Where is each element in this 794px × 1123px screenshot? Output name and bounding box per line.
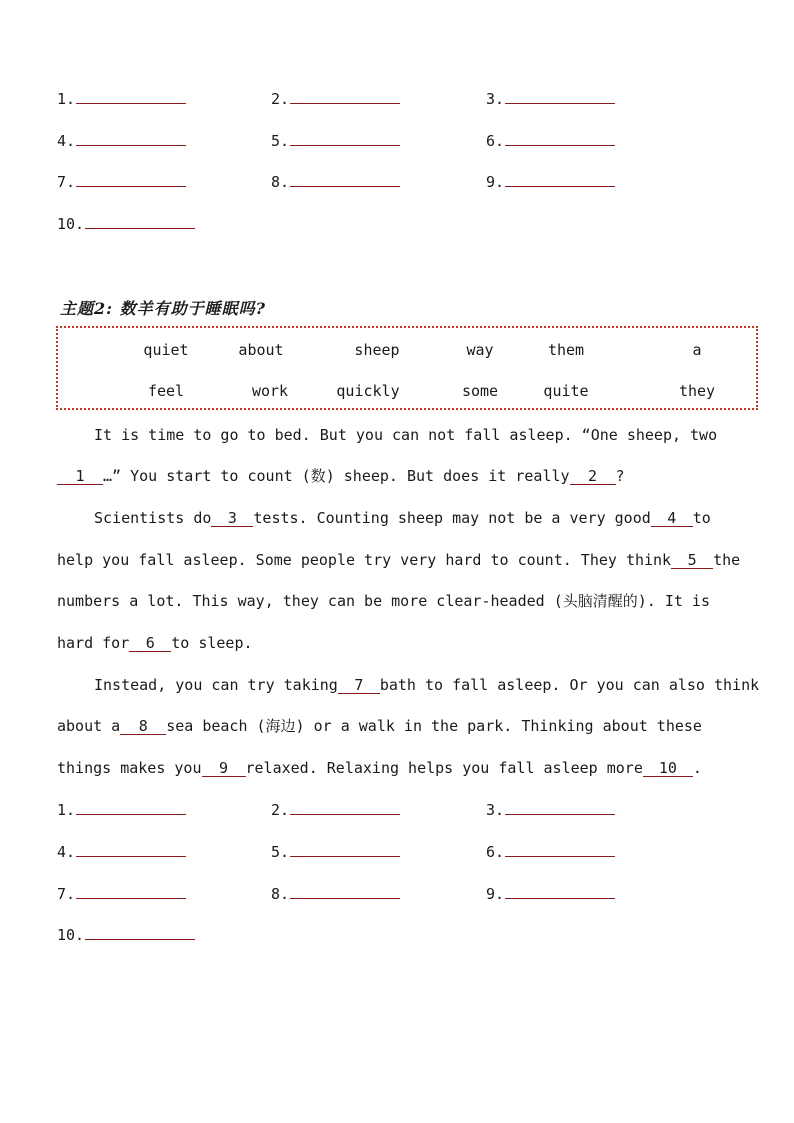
- passage-text: bath to fall asleep. Or you can also think: [379, 676, 760, 694]
- answer-line[interactable]: [290, 800, 400, 815]
- answer-line[interactable]: [505, 89, 615, 104]
- gap-1[interactable]: 1: [57, 468, 103, 485]
- gap-8[interactable]: 8: [120, 718, 166, 735]
- passage-text: help you fall asleep. Some people try very hard to count. They think: [57, 551, 672, 569]
- passage-text: .: [692, 759, 702, 777]
- passage-text: to: [692, 509, 711, 527]
- gap-4[interactable]: 4: [651, 510, 693, 527]
- answer-line[interactable]: [290, 89, 400, 104]
- word-bank-item: quickly: [336, 382, 400, 400]
- word-bank-item: feel: [147, 382, 185, 400]
- word-bank-item: them: [547, 341, 585, 359]
- passage-text: hard for: [57, 634, 130, 652]
- answer-line[interactable]: [290, 884, 400, 899]
- answer-blank-1[interactable]: [57, 89, 186, 108]
- gap-7[interactable]: 7: [338, 677, 380, 694]
- answer-line[interactable]: [505, 842, 615, 857]
- word-bank-item: a: [692, 341, 702, 359]
- gap-3[interactable]: 3: [211, 510, 253, 527]
- answer-number: 8.: [271, 173, 290, 191]
- answer-blank-9[interactable]: [486, 884, 615, 903]
- word-bank-item: they: [678, 382, 716, 400]
- answer-line[interactable]: [76, 131, 186, 146]
- answer-number: 6.: [486, 843, 505, 861]
- answer-blank-3[interactable]: [486, 89, 615, 108]
- gap-10[interactable]: 10: [643, 760, 693, 777]
- word-bank-item: sheep: [354, 341, 400, 359]
- answer-number: 5.: [271, 132, 290, 150]
- answer-line[interactable]: [290, 172, 400, 187]
- answer-blank-2[interactable]: [271, 89, 400, 108]
- answer-number: 4.: [57, 132, 76, 150]
- answer-number: 10.: [57, 215, 85, 233]
- passage-line: [57, 467, 625, 485]
- answer-blank-3[interactable]: [486, 800, 615, 819]
- answer-line[interactable]: [85, 214, 195, 229]
- passage-line: It is time to go to bed. But you can not fall asleep. “One sheep, two: [94, 426, 718, 444]
- passage-line: [57, 634, 253, 652]
- answer-blank-8[interactable]: [271, 172, 400, 191]
- passage-text: the: [713, 551, 741, 569]
- answer-line[interactable]: [290, 131, 400, 146]
- answer-number: 3.: [486, 801, 505, 819]
- passage-line: numbers a lot. This way, they can be more clear-headed (头脑清醒的). It is: [57, 592, 710, 610]
- answer-blank-9[interactable]: [486, 172, 615, 191]
- answer-line[interactable]: [76, 800, 186, 815]
- answer-blank-2[interactable]: [271, 800, 400, 819]
- answer-line[interactable]: [76, 842, 186, 857]
- word-bank: [56, 326, 758, 410]
- answer-number: 2.: [271, 801, 290, 819]
- answer-number: 6.: [486, 132, 505, 150]
- word-bank-item: some: [461, 382, 499, 400]
- gap-5[interactable]: 5: [671, 552, 713, 569]
- answer-number: 9.: [486, 173, 505, 191]
- answer-blank-5[interactable]: [271, 131, 400, 150]
- answer-blank-6[interactable]: [486, 131, 615, 150]
- passage-text: Scientists do: [94, 509, 212, 527]
- answer-blank-5[interactable]: [271, 842, 400, 861]
- answer-line[interactable]: [505, 800, 615, 815]
- answer-line[interactable]: [76, 89, 186, 104]
- word-bank-item: work: [251, 382, 289, 400]
- passage-text: about a: [57, 717, 121, 735]
- answer-number: 3.: [486, 90, 505, 108]
- passage-text: tests. Counting sheep may not be a very good: [253, 509, 651, 527]
- answer-line[interactable]: [76, 172, 186, 187]
- answer-blank-8[interactable]: [271, 884, 400, 903]
- answer-blank-6[interactable]: [486, 842, 615, 861]
- answer-number: 7.: [57, 173, 76, 191]
- passage-text: to sleep.: [171, 634, 253, 652]
- passage-line: [94, 509, 711, 527]
- passage-text: …” You start to count (数) sheep. But does it really: [103, 467, 570, 485]
- passage-text: sea beach (海边) or a walk in the park. Thinking about these: [166, 717, 702, 735]
- gap-9[interactable]: 9: [202, 760, 246, 777]
- answer-line[interactable]: [505, 131, 615, 146]
- answer-line[interactable]: [505, 884, 615, 899]
- passage-text: ?: [615, 467, 625, 485]
- answer-number: 2.: [271, 90, 290, 108]
- answer-line[interactable]: [290, 842, 400, 857]
- answer-blank-7[interactable]: [57, 884, 186, 903]
- passage-text: Instead, you can try taking: [94, 676, 338, 694]
- answer-number: 1.: [57, 90, 76, 108]
- answer-number: 8.: [271, 885, 290, 903]
- word-bank-item: quite: [543, 382, 589, 400]
- gap-6[interactable]: 6: [129, 635, 171, 652]
- answer-line[interactable]: [505, 172, 615, 187]
- passage-text: things makes you: [57, 759, 202, 777]
- answer-number: 7.: [57, 885, 76, 903]
- answer-blank-10[interactable]: [57, 925, 195, 944]
- passage-line: [57, 759, 702, 777]
- word-bank-item: quiet: [143, 341, 189, 359]
- gap-2[interactable]: 2: [570, 468, 616, 485]
- answer-number: 10.: [57, 926, 85, 944]
- answer-blank-7[interactable]: [57, 172, 186, 191]
- answer-line[interactable]: [76, 884, 186, 899]
- answer-number: 4.: [57, 843, 76, 861]
- answer-blank-10[interactable]: [57, 214, 195, 233]
- passage-line: [94, 676, 759, 694]
- word-bank-item: about: [238, 341, 284, 359]
- section-title: 主题2: 数羊有助于睡眠吗?: [60, 299, 266, 318]
- passage-line: [57, 717, 702, 735]
- answer-blank-1[interactable]: [57, 800, 186, 819]
- passage-text: relaxed. Relaxing helps you fall asleep more: [245, 759, 643, 777]
- answer-number: 1.: [57, 801, 76, 819]
- answer-number: 9.: [486, 885, 505, 903]
- answer-blank-4[interactable]: [57, 842, 186, 861]
- answer-line[interactable]: [85, 925, 195, 940]
- passage-line: [57, 551, 740, 569]
- word-bank-item: way: [466, 341, 494, 359]
- answer-blank-4[interactable]: [57, 131, 186, 150]
- answer-number: 5.: [271, 843, 290, 861]
